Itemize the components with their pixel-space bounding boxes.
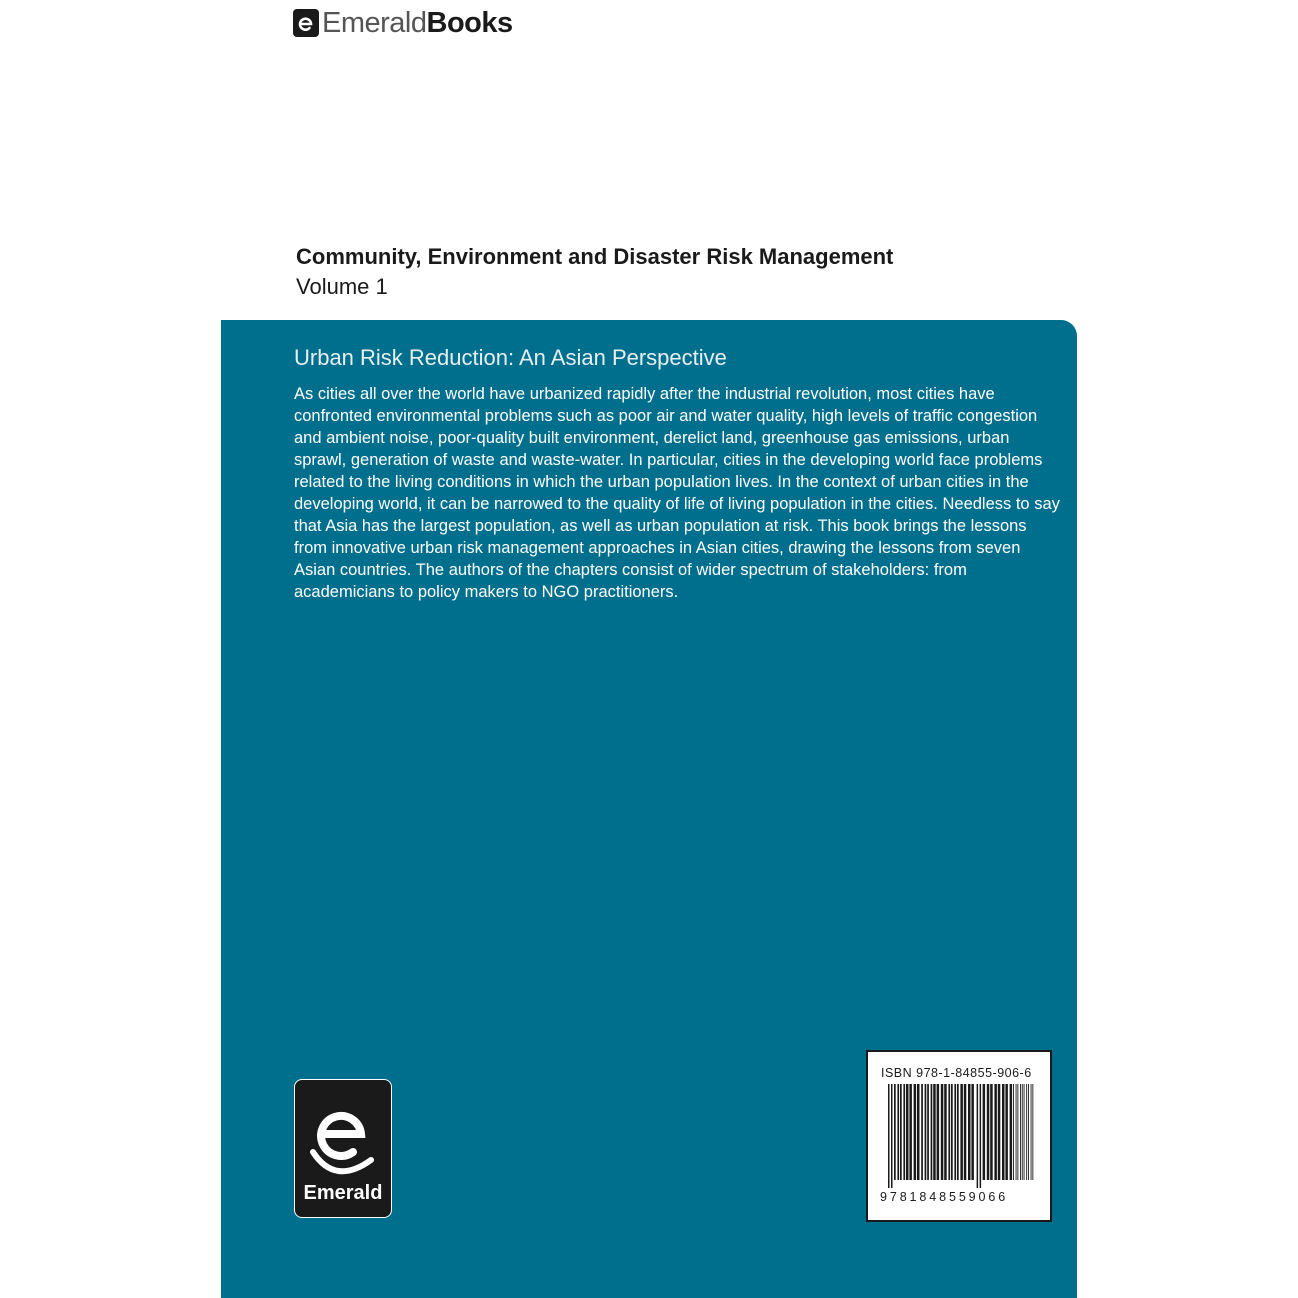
cover-panel [221, 320, 1077, 1298]
barcode-bar [927, 1084, 929, 1180]
barcode-bars [888, 1084, 1034, 1192]
barcode-bar [990, 1084, 993, 1180]
barcode-bar [977, 1084, 979, 1188]
isbn-label: ISBN 978-1-84855-906-6 [881, 1066, 1032, 1080]
barcode-bar [951, 1084, 953, 1180]
barcode-bar [941, 1084, 944, 1180]
barcode-bar [925, 1084, 927, 1180]
series-title: Community, Environment and Disaster Risk Management [296, 244, 894, 269]
barcode-bar [957, 1084, 959, 1180]
barcode-bar [1032, 1084, 1033, 1180]
barcode-bar [1024, 1084, 1025, 1180]
barcode-bar [1002, 1084, 1005, 1180]
publisher-header [293, 6, 513, 40]
series-volume: Volume 1 [296, 274, 388, 299]
barcode-bar [921, 1084, 923, 1180]
barcode-bar [960, 1084, 963, 1180]
barcode-bar [917, 1084, 920, 1180]
barcode-bar [1016, 1084, 1017, 1180]
publisher-name-light: Emerald [322, 6, 427, 39]
barcode-bar [894, 1084, 896, 1180]
barcode-digits: 9781848559066 [880, 1190, 1009, 1204]
barcode-bar [964, 1084, 967, 1180]
barcode-bar [891, 1084, 893, 1188]
barcode-bar [980, 1084, 982, 1188]
barcode-bar [948, 1084, 950, 1180]
barcode-bar [1017, 1084, 1018, 1180]
book-title: Urban Risk Reduction: An Asian Perspective [294, 345, 727, 370]
barcode-bar [903, 1084, 905, 1180]
barcode-bar [888, 1084, 890, 1188]
barcode-bar [983, 1084, 986, 1180]
barcode-bar [994, 1084, 997, 1180]
barcode-bar [914, 1084, 917, 1180]
barcode-bar [906, 1084, 909, 1180]
barcode [866, 1050, 1052, 1222]
barcode-bar [944, 1084, 947, 1180]
barcode-bar [909, 1084, 912, 1180]
logo-text: Emerald [303, 1182, 383, 1204]
barcode-bar [1005, 1084, 1008, 1180]
barcode-bar [1013, 1084, 1014, 1180]
barcode-bar [933, 1084, 936, 1180]
barcode-bar [1020, 1084, 1021, 1180]
barcode-bar [1028, 1084, 1029, 1180]
emerald-e-icon [305, 1090, 381, 1180]
barcode-bar [954, 1084, 956, 1180]
barcode-bar [897, 1084, 899, 1180]
barcode-bar [931, 1084, 933, 1180]
emerald-logo [294, 1079, 392, 1218]
barcode-bar [1031, 1084, 1032, 1180]
barcode-bar [968, 1084, 971, 1180]
barcode-bar [971, 1084, 974, 1180]
barcode-bar [1022, 1084, 1023, 1180]
barcode-bar [1026, 1084, 1027, 1180]
barcode-bar [998, 1084, 1001, 1180]
barcode-bar [937, 1084, 940, 1180]
barcode-bar [987, 1084, 990, 1180]
publisher-name-bold: Books [426, 6, 513, 39]
book-blurb: As cities all over the world have urbanized rapidly after the industrial revolution, most cities have confronted environmental problems such as poor air and water quality, high levels of traffic congestion and ambient noise, poor-quality built environment, derelict land, greenhouse gas emissions, urban sprawl, generation of waste and waste-water. In particular, cities in the developing world face problems related to the living conditions in which the urban population lives. In the context of urban cities in the developing world, it can be narrowed to the quality of life of living population in the cities. Needless to say that Asia has the largest population, as well as urban population at risk. This book brings the lessons from innovative urban risk management approaches in Asian cities, drawing the lessons from seven Asian countries. The authors of the chapters consist of wider spectrum of stakeholders: from academicians to policy makers to NGO practitioners. [294, 385, 1060, 601]
barcode-bar [1010, 1084, 1013, 1180]
barcode-bar [900, 1084, 902, 1180]
emerald-logo-icon [293, 9, 319, 37]
